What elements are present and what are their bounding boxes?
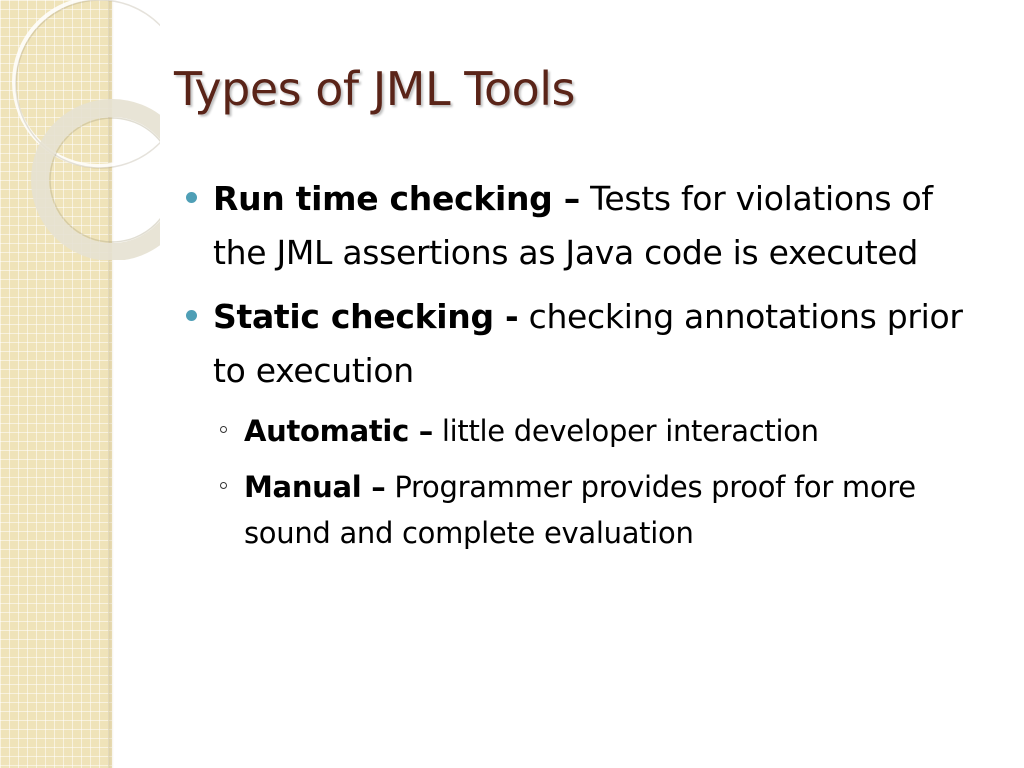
- sub-bullet-automatic: [184, 408, 984, 454]
- sub-bullet-text: little developer interaction: [432, 414, 819, 448]
- bullet-dot-icon: [186, 310, 197, 321]
- bullet-static-checking: [184, 290, 984, 398]
- sub-bullet-label: Manual –: [244, 470, 386, 504]
- slide-title: Types of JML Tools: [174, 62, 576, 116]
- sub-bullet-ring-icon: [220, 426, 227, 433]
- decorative-ring-lower-inner: [50, 118, 160, 242]
- sub-bullet-text: Programmer provides proof for more sound and complete evaluation: [244, 470, 916, 550]
- bullet-dot-icon: [186, 192, 197, 203]
- bullet-run-time-checking: [184, 172, 984, 280]
- bullet-label: Run time checking –: [213, 179, 580, 218]
- sub-bullet-ring-icon: [220, 482, 227, 489]
- bullet-label: Static checking -: [213, 297, 519, 336]
- sub-bullet-label: Automatic –: [244, 414, 433, 448]
- sub-bullet-manual: [184, 464, 984, 556]
- bullet-text: Tests for violations of the JML assertions as Java code is executed: [213, 179, 933, 272]
- bullet-text: checking annotations prior to execution: [213, 297, 963, 390]
- decorative-ring-lower: [40, 108, 160, 252]
- sub-bullet-list: [184, 408, 984, 556]
- slide-content: [184, 172, 984, 566]
- decorative-rings: [0, 0, 160, 260]
- decorative-ring-upper: [14, 0, 160, 166]
